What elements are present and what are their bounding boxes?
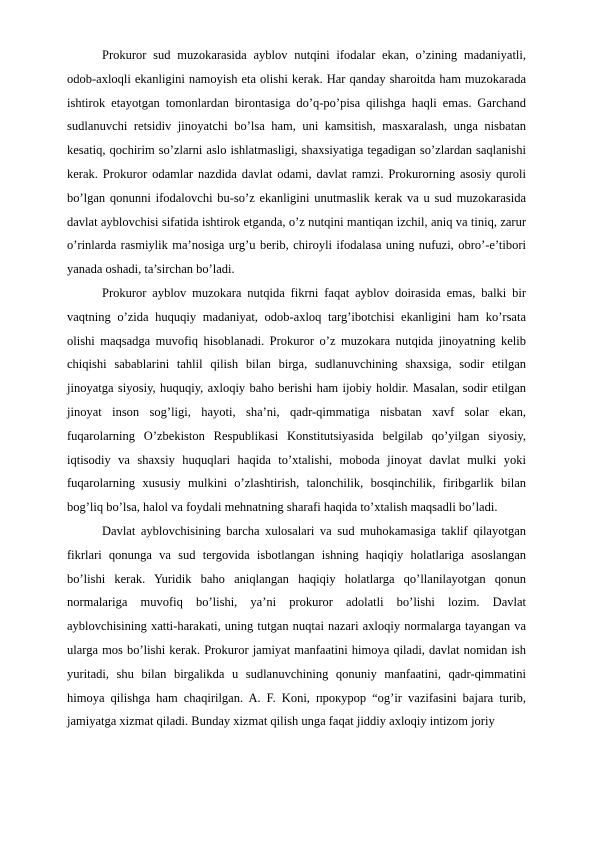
paragraph-1: Prokuror sud muzokarasida ayblov nutqini ifodalar ekan, o’zining madaniyatli, odob-axloqli ekanligini namoyish eta olishi kerak. Har qanday sharoitda ham muzokarada ishtirok etayotgan tomonlardan birontasiga do’q-po’pisa qilishga haqli emas. Garchand sudlanuvchi retsidiv jinoyatchi bo’lsa ham, uni kamsitish, masxaralash, unga nisbatan kesatiq, qochirim so’zlarni aslo ishlatmasligi, shaxsiyatiga tegadigan so’zlardan saqlanishi kerak. Prokuror odamlar nazdida davlat odami, davlat ramzi. Prokurorning asosiy quroli bo’lgan qonunni ifodalovchi bu-so’z ekanligini unutmaslik kerak va u sud muzokarasida davlat ayblovchisi sifatida ishtirok etganda, o’z nutqini mantiqan izchil, aniq va tiniq, zarur o’rinlarda rasmiylik ma’nosiga urg’u berib, chiroyli ifodalasa uning nufuzi, obro’-e’tibori yanada oshadi, ta’sirchan bo’ladi.: [67, 48, 526, 277]
document-body: [67, 44, 526, 734]
paragraph-2: Prokuror ayblov muzokara nutqida fikrni faqat ayblov doirasida emas, balki bir vaqtning o’zida huquqiy madaniyat, odob-axloq targ’ibotchisi ekanligini ham ko’rsata olishi maqsadga muvofiq hisoblanadi. Prokuror o’z muzokara nutqida jinoyatning kelib chiqishi sabablarini tahlil qilish bilan birga, sudlanuvchining shaxsiga, sodir etilgan jinoyatga siyosiy, huquqiy, axloqiy baho berishi ham ijobiy holdir. Masalan, sodir etilgan jinoyat inson sog’ligi, hayoti, sha’ni, qadr-qimmatiga nisbatan xavf solar ekan, fuqarolarning O’zbekiston Respublikasi Konstitutsiyasida belgilab qo’yilgan siyosiy, iqtisodiy va shaxsiy huquqlari haqida to’xtalishi, moboda jinoyat davlat mulki yoki fuqarolarning xususiy mulkini o’zlashtirish, talonchilik, bosqinchilik, firibgarlik bilan bog’liq bo’lsa, halol va foydali mehnatning sharafi haqida to’xtalish maqsadli bo’ladi.: [67, 285, 526, 515]
paragraph-3: Davlat ayblovchisining barcha xulosalari va sud muhokamasiga taklif qilayotgan fikrlari qonunga va sud tergovida isbotlangan ishning haqiqiy holatlariga asoslangan bo’lishi kerak. Yuridik baho aniqlangan haqiqiy holatlarga qo’llanilayotgan qonun normalariga muvofiq bo’lishi, ya’ni prokuror adolatli bo’lishi lozim. Davlat ayblovchisining xatti-harakati, uning tutgan nuqtai nazari axloqiy normalarga tayangan va ularga mos bo’lishi kerak. Prokuror jamiyat manfaatini himoya qiladi, davlat nomidan ish yuritadi, shu bilan birgalikda u sudlanuvchining qonuniy manfaatini, qadr-qimmatini himoya qilishga ham chaqirilgan. A. F. Koni, прокурор “og’ir vazifasini bajara turib, jamiyatga xizmat qiladi. Bunday xizmat qilish unga faqat jiddiy axloqiy intizom joriy: [67, 523, 526, 729]
